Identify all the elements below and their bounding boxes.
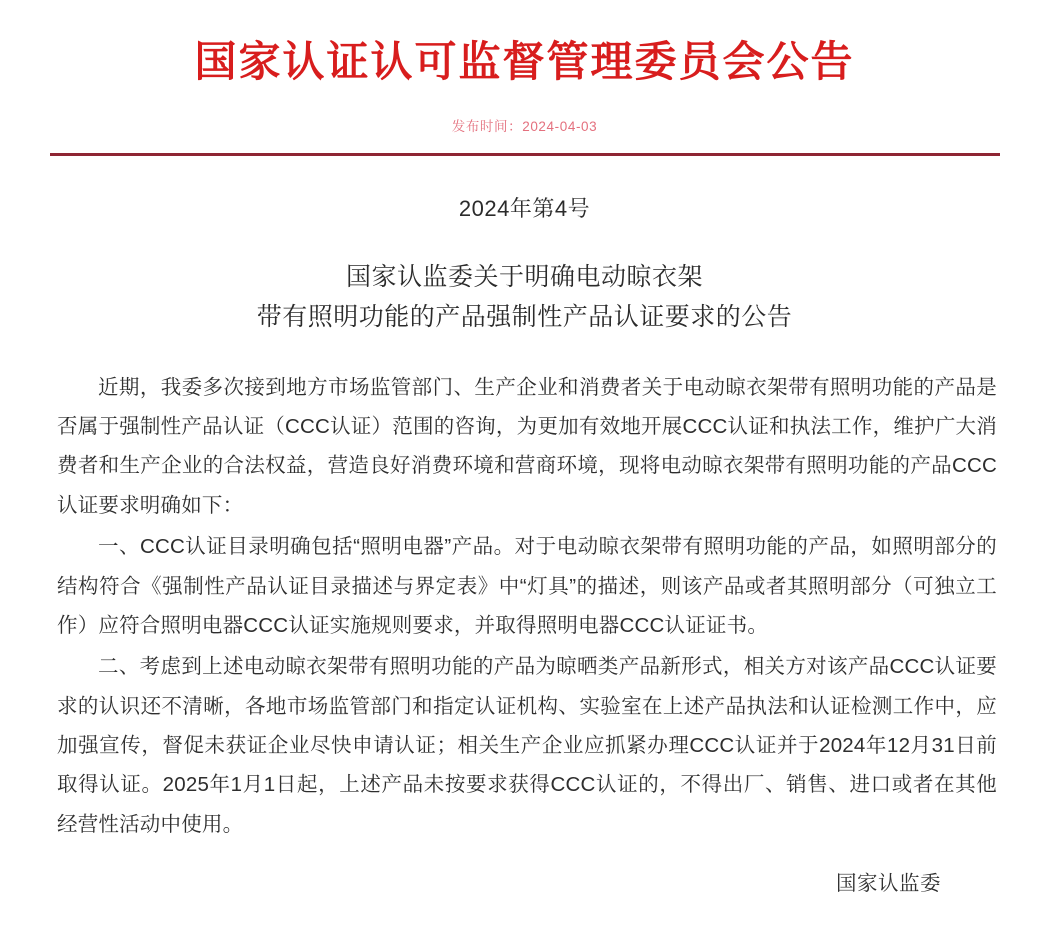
publish-time: 发布时间：2024-04-03 (451, 118, 598, 134)
document-number: 2024年第4号 (458, 195, 591, 221)
body-paragraph-item-1: 一、CCC认证目录明确包括“照明电器”产品。对于电动晾衣架带有照明功能的产品，如照明部分的结构符合《强制性产品认证目录描述与界定表》中“灯具”的描述，则该产品或者其照明部分（可独立工作）应符合照明电器CCC认证实施规则要求，并取得照明电器CCC认证证书。 (57, 535, 997, 637)
masthead (0, 0, 1049, 156)
signature-block (0, 866, 1049, 896)
subtitle-line-1: 国家认监委关于明确电动晾衣架 (345, 262, 703, 291)
issuing-authority: 国家认监委 (836, 872, 941, 896)
body-paragraph-item-2: 二、考虑到上述电动晾衣架带有照明功能的产品为晾晒类产品新形式，相关方对该产品CCC认证要求的认识还不清晰，各地市场监管部门和指定认证机构、实验室在上述产品执法和认证检测工作中，应加强宣传，督促未获证企业尽快申请认证；相关生产企业应抓紧办理CCC认证并于2024年12月31日前取得认证。2025年1月1日起，上述产品未按要求获得CCC认证的，不得出厂、销售、进口或者在其他经营性活动中使用。 (57, 655, 997, 836)
header-divider (50, 153, 1000, 156)
document-subtitle (0, 257, 1049, 338)
body-paragraph-intro: 近期，我委多次接到地方市场监管部门、生产企业和消费者关于电动晾衣架带有照明功能的产品是否属于强制性产品认证（CCC认证）范围的咨询，为更加有效地开展CCC认证和执法工作，维护广大消费者和生产企业的合法权益，营造良好消费环境和营商环境，现将电动晾衣架带有照明功能的产品CCC认证要求明确如下： (57, 375, 997, 517)
document-body (0, 368, 1049, 844)
subtitle-line-2: 带有照明功能的产品强制性产品认证要求的公告 (256, 303, 793, 332)
page-title: 国家认证认可监督管理委员会公告 (194, 38, 855, 85)
